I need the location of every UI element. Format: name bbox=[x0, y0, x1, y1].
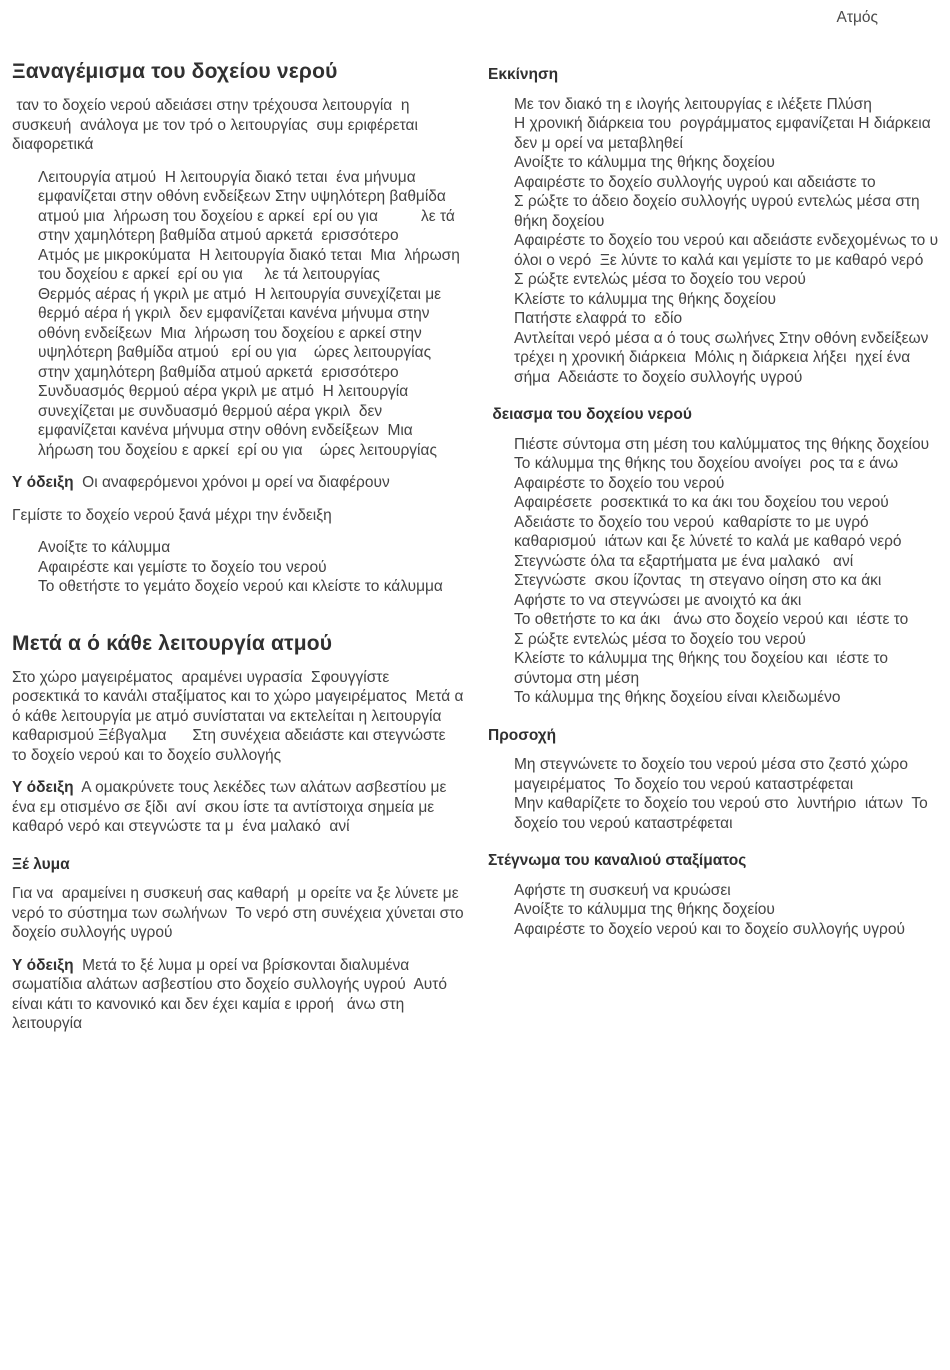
note-label: Υ όδειξη bbox=[12, 956, 74, 974]
list-item: Το κάλυμμα της θήκης δοχείου είναι κλειδωμένο bbox=[514, 689, 841, 706]
page-header-title: Ατμός bbox=[836, 9, 878, 26]
list-caution-items bbox=[488, 755, 940, 833]
right-column bbox=[488, 51, 943, 1047]
list-item: Αφαιρέστε το δοχείο του νερού bbox=[514, 474, 725, 492]
list-item: Λειτουργία ατμού Η λειτουργία διακό τεται ένα μήνυμα εμφανίζεται στην οθόνη ενδείξεων Στην υψηλότερη βαθμίδα ατμού μια λήρωση του δοχείου ε αρκεί ερί ου για λε τά στην χαμηλότερη βαθμίδα ατμού αρκετά ερισσότερο bbox=[38, 168, 464, 244]
note-limescale bbox=[12, 778, 464, 837]
list-dry-steps bbox=[488, 881, 940, 940]
list-item: Συνδυασμός θερμού αέρα γκριλ με ατμό Η λειτουργία συνεχίζεται με συνδυασμό θερμού αέρα γκριλ δεν εμφανίζεται κανένα μήνυμα στην οθόνη ενδείξεων Μια λήρωση του δοχείου ε αρκεί ερί ου για ώρες λειτουργίας bbox=[38, 383, 437, 459]
list-item: Θερμός αέρας ή γκριλ με ατμό Η λειτουργία συνεχίζεται με θερμό αέρα ή γκριλ δεν εμφανίζεται κανένα μήνυμα στην οθόνη ενδείξεων Μια λήρωση του δοχείου ε αρκεί στην υψηλότερη βαθμίδα ατμού ερί ου για ώρες λειτουργίας στην χαμηλότερη βαθμίδα ατμού αρκετά ερισσότερο bbox=[38, 285, 446, 381]
list-refill-steps bbox=[12, 538, 464, 597]
subheading-dry-channel: Στέγνωμα του καναλιού σταξίματος bbox=[488, 852, 747, 869]
list-item: Σ ρώξτε εντελώς μέσα το δοχείο του νερού bbox=[514, 630, 806, 648]
section-heading-after-steam: Μετά α ό κάθε λειτουργία ατμού bbox=[12, 631, 333, 655]
list-item: Πιέστε σύντομα στη μέση του καλύμματος της θήκης δοχείου bbox=[514, 435, 930, 453]
list-item: Αφαιρέστε το δοχείο νερού και το δοχείο συλλογής υγρού bbox=[514, 920, 905, 938]
subheading-rinse: Ξέ λυμα bbox=[12, 855, 70, 873]
list-item: Αφήστε τη συσκευή να κρυώσει bbox=[514, 881, 731, 899]
paragraph-refill-intro: ταν το δοχείο νερού αδειάσει στην τρέχουσα λειτουργία η συσκευή ανάλογα με τον τρό ο λειτουργίας συμ εριφέρεται διαφορετικά bbox=[12, 97, 423, 153]
list-item: Το κάλυμμα της θήκης του δοχείου ανοίγει ρος τα ε άνω bbox=[514, 455, 899, 472]
note-text: Α ομακρύνετε τους λεκέδες των αλάτων ασβεστίου με ένα εμ οτισμένο σε ξίδι ανί σκου ίστε τα αντίστοιχα σημεία με καθαρό νερό και στεγνώστε τα μ ένα μαλακό ανί bbox=[12, 779, 451, 835]
subheading-caution: Προσοχή bbox=[488, 726, 557, 744]
list-item: Αφήστε το να στεγνώσει με ανοιχτό κα άκι bbox=[514, 591, 802, 609]
list-start-steps bbox=[488, 95, 943, 388]
list-item: Μην καθαρίζετε το δοχείο του νερού στο λυντήριο ιάτων Το δοχείο του νερού καταστρέφεται bbox=[514, 795, 933, 832]
list-item: Αφαιρέστε και γεμίστε το δοχείο του νερού bbox=[38, 558, 327, 576]
note-after-rinse bbox=[12, 956, 464, 1034]
list-empty-tank-steps bbox=[488, 435, 940, 708]
paragraph-after-steam: Στο χώρο μαγειρέματος αραμένει υγρασία Σφουγγίστε ροσεκτικά το κανάλι σταξίματος και το χώρο μαγειρέματος Μετά α ό κάθε λειτουργία με ατμό συνίσταται να εκτελείται η λειτουργία καθαρισμού Ξέβγαλμα Στη συνέχεια αδειάστε και στεγνώστε το δοχείο νερού και το δοχείο συλλογής bbox=[12, 668, 468, 764]
list-item: Κλείστε το κάλυμμα της θήκης δοχείου bbox=[514, 290, 777, 308]
list-item: Το οθετήστε το γεμάτο δοχείο νερού και κλείστε το κάλυμμα bbox=[38, 578, 443, 595]
list-item: Αδειάστε το δοχείο του νερού καθαρίστε το με υγρό καθαρισμού ιάτων και ξε λύνετέ το καλά με καθαρό νερό bbox=[514, 513, 902, 550]
list-item: Αντλείται νερό μέσα α ό τους σωλήνες Στην οθόνη ενδείξεων τρέχει η χρονική διάρκεια Μόλις η διάρκεια λήξει ηχεί ένα σήμα Αδειάστε το δοχείο συλλογής υγρού bbox=[514, 329, 933, 386]
list-item: Στεγνώστε όλα τα εξαρτήματα με ένα μαλακό ανί bbox=[514, 552, 854, 570]
left-column bbox=[12, 51, 468, 1047]
list-item: Το οθετήστε το κα άκι άνω στο δοχείο νερού και ιέστε το bbox=[514, 611, 909, 628]
note-text: Οι αναφερόμενοι χρόνοι μ ορεί να διαφέρουν bbox=[73, 474, 390, 491]
paragraph-refill-instruction: Γεμίστε το δοχείο νερού ξανά μέχρι την ένδειξη bbox=[12, 506, 332, 524]
list-item: Αφαιρέσετε ροσεκτικά το κα άκι του δοχείου του νερού bbox=[514, 494, 889, 511]
note-text: Μετά το ξέ λυμα μ ορεί να βρίσκονται διαλυμένα σωματίδια αλάτων ασβεστίου στο δοχείο συλλογής υγρού Αυτό είναι κάτι το κανονικό και δεν έχει καμία ε ιρροή άνω στη λειτουργία bbox=[12, 956, 452, 1032]
list-item: Ανοίξτε το κάλυμμα της θήκης δοχείου bbox=[514, 901, 775, 918]
note-label: Υ όδειξη bbox=[12, 474, 74, 491]
section-heading-refill: Ξαναγέμισμα του δοχείου νερού bbox=[12, 60, 338, 83]
list-item: Αφαιρέστε το δοχείο του νερού και αδειάστε ενδεχομένως το υ όλοι ο νερό Ξε λύντε το καλά και γεμίστε το με καθαρό νερό bbox=[514, 232, 943, 269]
list-item: Η χρονική διάρκεια του ρογράμματος εμφανίζεται Η διάρκεια δεν μ ορεί να μεταβληθεί bbox=[514, 115, 935, 152]
list-item: Ανοίξτε το κάλυμμα της θήκης δοχείου bbox=[514, 154, 775, 171]
list-item: Ατμός με μικροκύματα Η λειτουργία διακό τεται Μια λήρωση του δοχείου ε αρκεί ερί ου για λε τά λειτουργίας bbox=[38, 246, 465, 283]
list-item: Κλείστε το κάλυμμα της θήκης του δοχείου και ιέστε το σύντομα στη μέση bbox=[514, 650, 893, 687]
list-item: Σ ρώξτε εντελώς μέσα το δοχείο του νερού bbox=[514, 271, 806, 288]
subheading-empty-tank: δειασμα του δοχείου νερού bbox=[488, 406, 692, 423]
note-times-vary bbox=[12, 473, 464, 493]
list-item: Με τον διακό τη ε ιλογής λειτουργίας ε ιλέξετε Πλύση bbox=[514, 95, 872, 113]
list-item: Ανοίξτε το κάλυμμα bbox=[38, 539, 171, 556]
list-item: Στεγνώστε σκου ίζοντας τη στεγανο οίηση στο κα άκι bbox=[514, 572, 882, 589]
paragraph-rinse: Για να αραμείνει η συσκευή σας καθαρή μ ορείτε να ξε λύνετε με νερό το σύστημα των σωλήνων Το νερό στη συνέχεια χύνεται στο δοχείο συλλογής υγρού bbox=[12, 885, 468, 941]
subheading-start: Εκκίνηση bbox=[488, 66, 559, 83]
note-label: Υ όδειξη bbox=[12, 779, 74, 796]
list-item: Μη στεγνώνετε το δοχείο του νερού μέσα στο ζεστό χώρο μαγειρέματος Το δοχείο του νερού καταστρέφεται bbox=[514, 756, 913, 793]
list-item: Πατήστε ελαφρά το εδίο bbox=[514, 310, 683, 327]
list-steam-modes bbox=[12, 168, 464, 461]
list-item: Αφαιρέστε το δοχείο συλλογής υγρού και αδειάστε το bbox=[514, 173, 876, 191]
list-item: Σ ρώξτε το άδειο δοχείο συλλογής υγρού εντελώς μέσα στη θήκη δοχείου bbox=[514, 193, 924, 230]
two-column-layout bbox=[12, 51, 943, 1047]
